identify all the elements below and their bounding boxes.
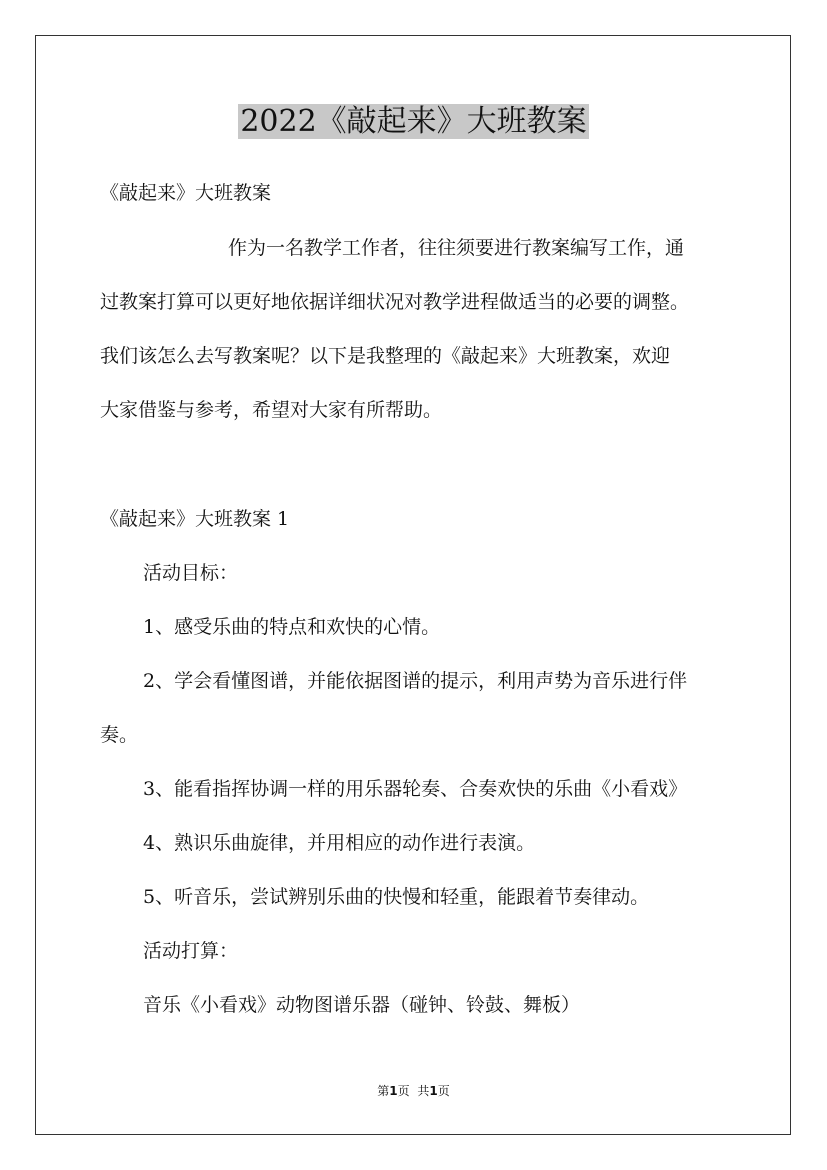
footer-page-suffix: 页 — [397, 1084, 410, 1098]
document-title-text: 2022《敲起来》大班教案 — [240, 104, 587, 139]
document-title — [0, 100, 827, 144]
section-heading: 《敲起来》大班教案 1 — [100, 508, 290, 530]
goal-item-4: 4、熟识乐曲旋律，并用相应的动作进行表演。 — [143, 832, 536, 854]
prep-text: 音乐《小看戏》动物图谱乐器（碰钟、铃鼓、舞板） — [143, 994, 581, 1016]
intro-line-4: 大家借鉴与参考，希望对大家有所帮助。 — [100, 399, 443, 421]
goal-label: 活动目标： — [143, 562, 239, 584]
goal-item-5: 5、听音乐，尝试辨别乐曲的快慢和轻重，能跟着节奏律动。 — [143, 886, 650, 908]
page-footer — [0, 1082, 827, 1100]
goal-item-1: 1、感受乐曲的特点和欢快的心情。 — [143, 616, 441, 638]
footer-page-prefix: 第 — [377, 1084, 390, 1098]
footer-total-number: 1 — [429, 1084, 438, 1098]
prep-label: 活动打算： — [143, 940, 239, 962]
intro-line-3: 我们该怎么去写教案呢？以下是我整理的《敲起来》大班教案，欢迎 — [100, 345, 671, 367]
intro-line-1: 作为一名教学工作者，往往须要进行教案编写工作，通 — [228, 237, 685, 259]
subtitle: 《敲起来》大班教案 — [100, 182, 272, 204]
intro-line-2: 过教案打算可以更好地依据详细状况对教学进程做适当的必要的调整。 — [100, 291, 690, 313]
goal-item-2: 2、学会看懂图谱，并能依据图谱的提示，利用声势为音乐进行伴 — [143, 670, 688, 692]
goal-item-2-cont: 奏。 — [100, 724, 139, 746]
goal-item-3: 3、能看指挥协调一样的用乐器轮奏、合奏欢快的乐曲《小看戏》 — [143, 778, 688, 800]
footer-page-number: 1 — [389, 1084, 398, 1098]
footer-total-suffix: 页 — [437, 1084, 450, 1098]
footer-total-prefix: 共 — [417, 1084, 430, 1098]
